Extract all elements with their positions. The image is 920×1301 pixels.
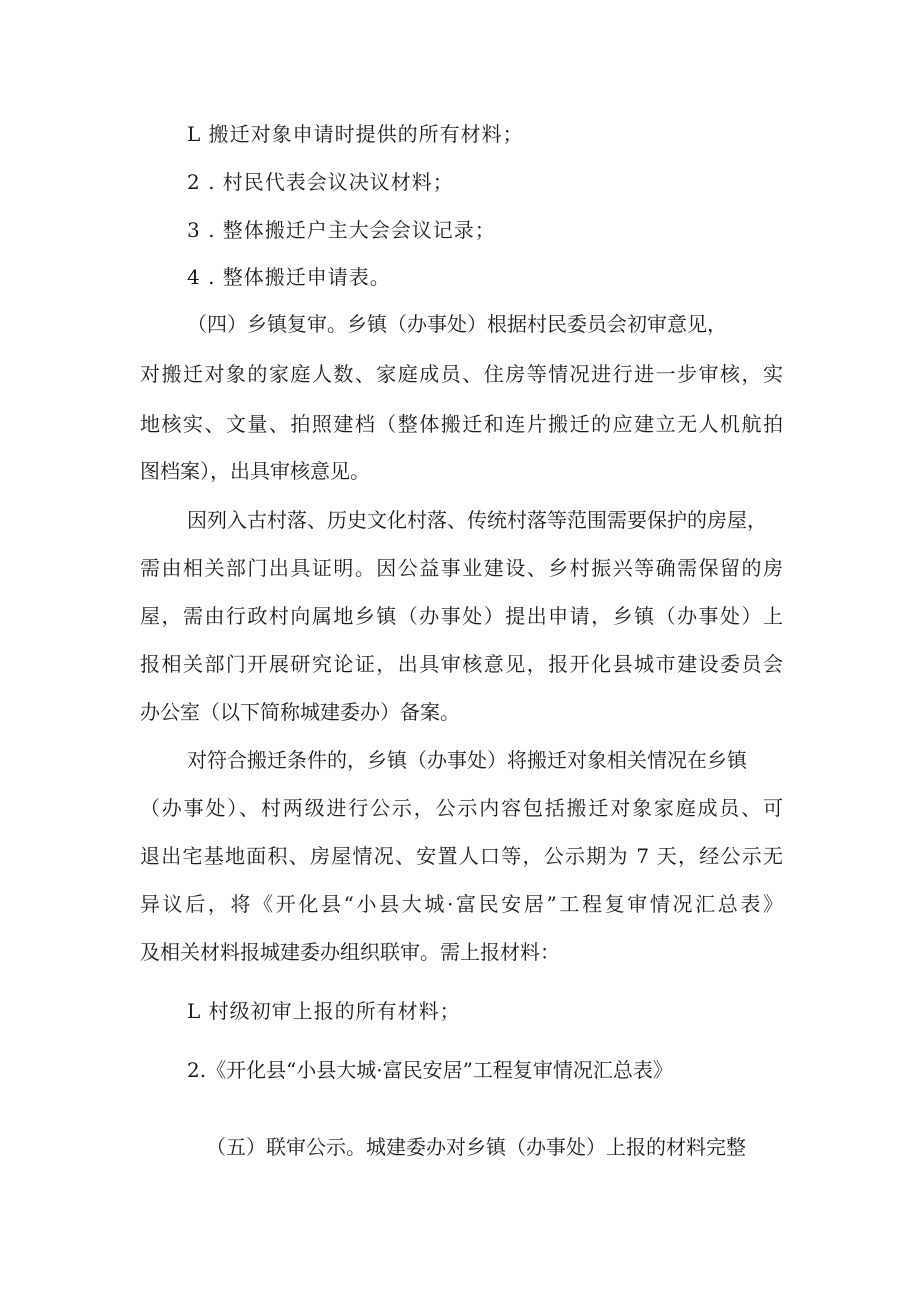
- paragraph-line: 办公室（以下简称城建委办）备案。: [140, 700, 460, 724]
- list-item-application-form: 4 . 整体搬迁申请表。: [187, 265, 391, 289]
- paragraph-line: 图档案），出具审核意见。: [140, 459, 370, 483]
- paragraph-line: 对符合搬迁条件的，乡镇（办事处）将搬迁对象相关情况在乡镇: [187, 748, 747, 772]
- paragraph-line: 地核实、文量、拍照建档（整体搬迁和连片搬迁的应建立无人机航拍: [140, 412, 783, 436]
- list-item-village-materials: L 村级初审上报的所有材料；: [187, 999, 461, 1023]
- paragraph-line: 对搬迁对象的家庭人数、家庭成员、住房等情况进行进一步审核，实: [140, 362, 783, 386]
- list-item-householder-minutes: 3 . 整体搬迁户主大会会议记录；: [187, 218, 496, 242]
- list-item-summary-table: 2.《开化县“小县大城·富民安居”工程复审情况汇总表》: [187, 1058, 673, 1082]
- paragraph-line: 报相关部门开展研究论证，出具审核意见，报开化县城市建设委员会: [140, 652, 783, 676]
- paragraph-line: 因列入古村落、历史文化村落、传统村落等范围需要保护的房屋，: [187, 508, 767, 532]
- paragraph-line: 异议后，将《开化县“小县大城·富民安居”工程复审情况汇总表》: [140, 892, 783, 916]
- paragraph-line: 需由相关部门出具证明。因公益事业建设、乡村振兴等确需保留的房: [140, 556, 783, 580]
- section-heading-township-review: （四）乡镇复审。乡镇（办事处）根据村民委员会初审意见，: [187, 312, 727, 336]
- paragraph-line: （办事处）、村两级进行公示，公示内容包括搬迁对象家庭成员、可: [140, 796, 783, 820]
- list-item-application-materials: L 搬迁对象申请时提供的所有材料；: [187, 122, 524, 146]
- paragraph-line: 及相关材料报城建委办组织联审。需上报材料：: [140, 940, 560, 964]
- paragraph-line: 屋，需由行政村向属地乡镇（办事处）提出申请，乡镇（办事处）上: [140, 604, 783, 628]
- list-item-villager-resolution: 2 . 村民代表会议决议材料；: [187, 170, 454, 194]
- section-heading-joint-review: （五）联审公示。城建委办对乡镇（办事处）上报的材料完整: [206, 1135, 746, 1159]
- paragraph-line: 退出宅基地面积、房屋情况、安置人口等，公示期为 7 天，经公示无: [140, 844, 783, 868]
